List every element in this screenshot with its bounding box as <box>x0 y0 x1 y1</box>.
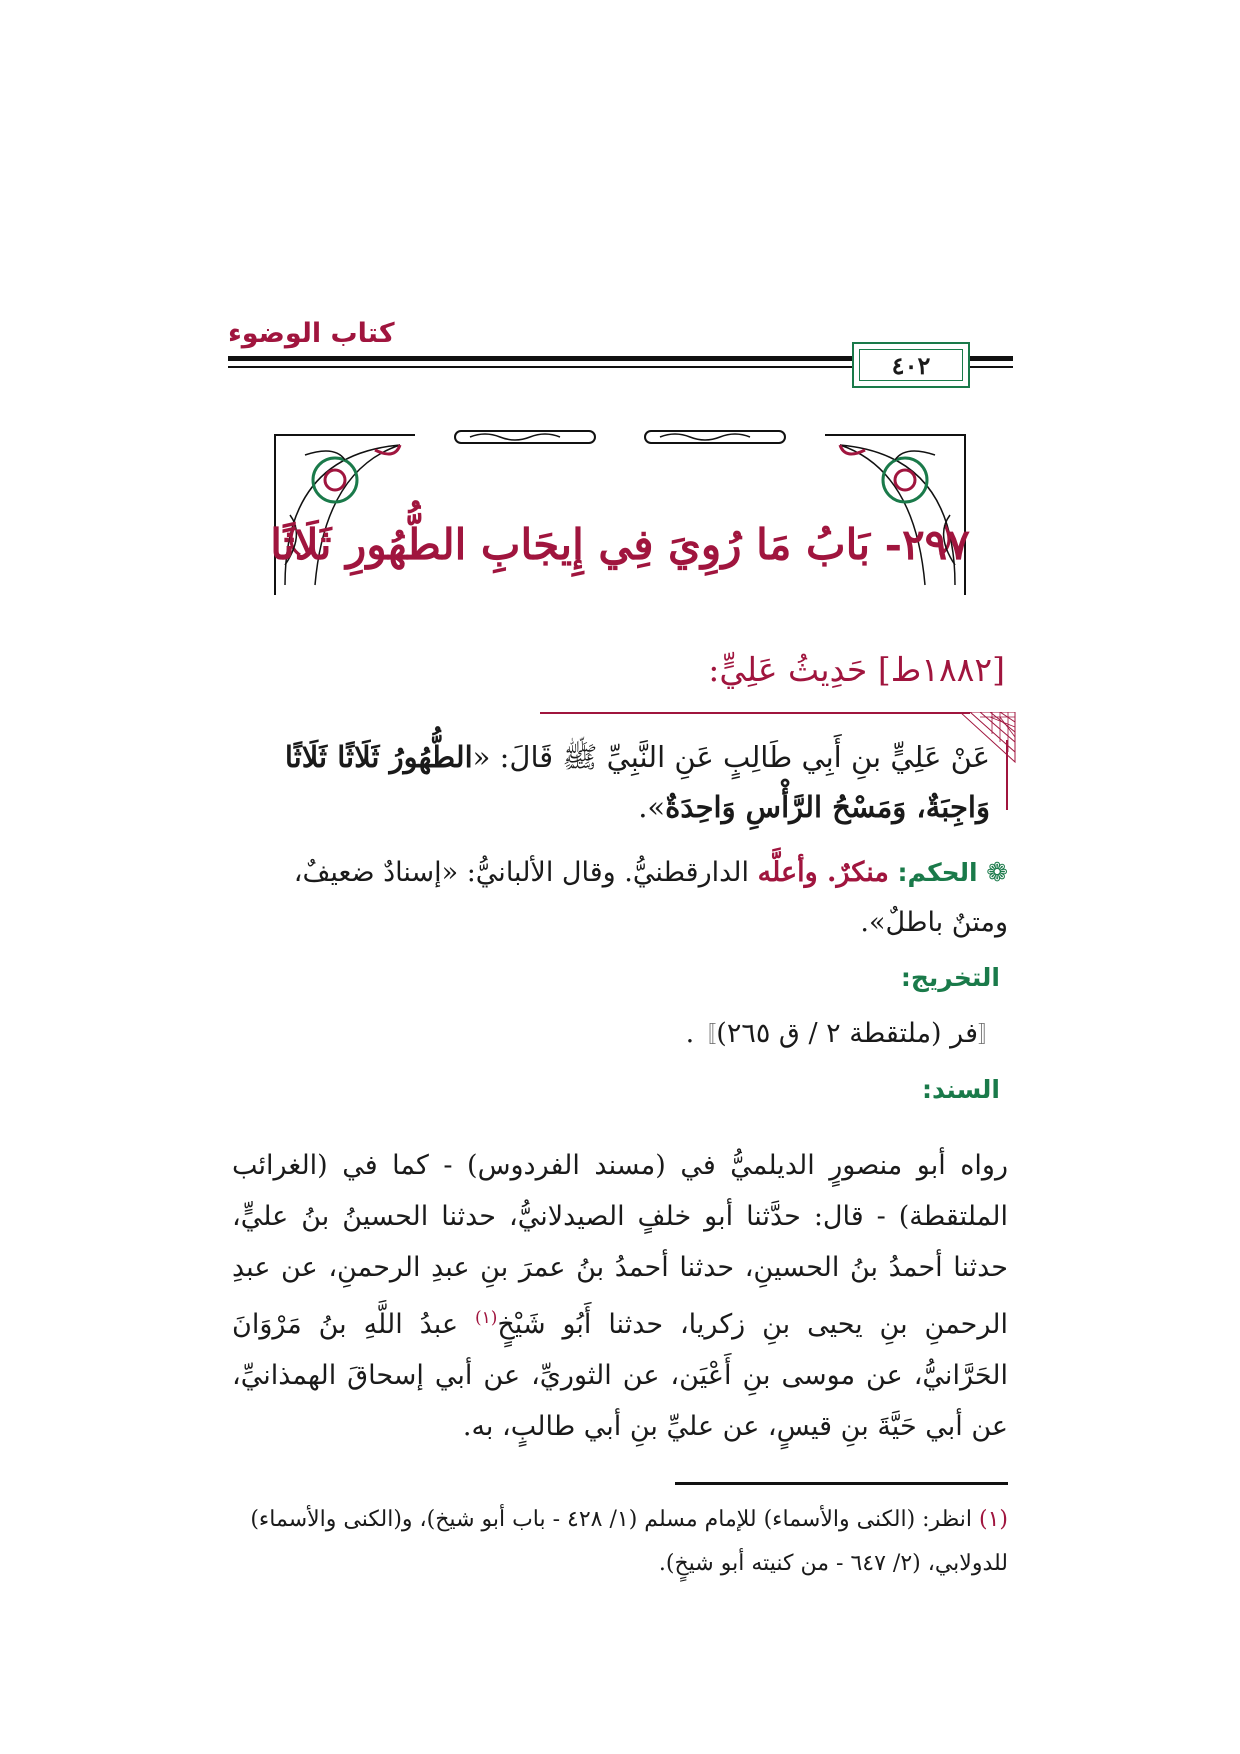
left-corner-ornament <box>275 435 415 595</box>
close-bracket-icon: 〛 <box>694 1023 717 1048</box>
footnote-item <box>232 1498 1008 1586</box>
hadith-heading-rule <box>540 712 970 714</box>
takhrij-label: التخريج: <box>900 963 1000 992</box>
ruling-label: الحكم: <box>897 858 978 887</box>
matn-end: ». <box>638 790 666 824</box>
sanad-text-after: عبدُ اللَّهِ بنُ مَرْوَانَ الحَرَّانيُّ، عن موسى بنِ أَعْيَن، عن الثوريِّ، عن أبي إسحاقَ الهمذانيِّ، عن أبي حَيَّةَ بنِ قيسٍ، عن عليِّ بنِ أبي طالبٍ، به. <box>232 1309 1008 1442</box>
flower-icon: ❁ <box>986 858 1008 888</box>
matn-intro: عَنْ عَلِيٍّ بنِ أَبِي طَالِبٍ عَنِ النَّبِيِّ ﷺ قَالَ: « <box>472 740 990 774</box>
chapter-ornament <box>265 425 975 595</box>
page-number-frame <box>852 342 970 388</box>
sanad-text-before: رواه أبو منصورٍ الديلميُّ في (مسند الفردوس) - كما في (الغرائب الملتقطة) - قال: حدَّثنا أبو خلفٍ الصيدلانيُّ، حدثنا الحسينُ بنُ عليٍّ، حدثنا أحمدُ بنُ الحسينِ، حدثنا أحمدُ بنُ عمرَ بنِ عبدِ الرحمنِ، عن عبدِ الرحمنِ بنِ يحيى بنِ زكريا، حدثنا أَبُو شَيْخٍ <box>232 1150 1009 1340</box>
open-bracket-icon: 〚 <box>977 1023 1000 1048</box>
hadith-matn <box>250 732 990 832</box>
chapter-title: ٢٩٧- بَابُ مَا رُوِيَ فِي إِيجَابِ الطُّهُورِ ثَلَاثًا <box>270 520 970 569</box>
ruling-paragraph <box>232 848 1008 948</box>
hadith-heading: [١٨٨٢ط] حَدِيثُ عَلِيٍّ: <box>708 650 1005 689</box>
footnote-number: (١) <box>978 1507 1008 1532</box>
page-number: ٤٠٢ <box>859 349 963 381</box>
footnote-rule <box>675 1482 1008 1485</box>
sanad-paragraph <box>232 1140 1008 1452</box>
ruling-verdict: منكرٌ. وأعلَّه <box>757 857 889 888</box>
book-title: كتاب الوضوء <box>228 318 395 349</box>
ruling-text: الدارقطنيُّ. وقال الألبانيُّ: «إسنادٌ ضعيفٌ، ومتنٌ باطلٌ». <box>293 857 1008 938</box>
footnote-text: انظر: (الكنى والأسماء) للإمام مسلم (١/ ٤٢٨ - باب أبو شيخ)، و(الكنى والأسماء) للدولابي، (٢/ ٦٤٧ - من كنيته أبو شيخٍ). <box>250 1507 1008 1576</box>
takhrij-text: فر (ملتقطة ٢ / ق ٢٦٥) <box>716 1018 978 1049</box>
footnote-ref[interactable]: (١) <box>474 1308 498 1328</box>
sanad-label: السند: <box>921 1075 1000 1104</box>
right-corner-ornament <box>825 435 965 595</box>
matn-quote: الطُّهُورُ ثَلَاثًا ثَلَاثًا وَاجِبَةٌ، وَمَسْحُ الرَّأْسِ وَاحِدَةٌ <box>284 740 990 824</box>
takhrij-text-line: 〚فر (ملتقطة ٢ / ق ٢٦٥)〛. <box>685 1018 1000 1049</box>
hadith-side-rule <box>1006 740 1008 810</box>
